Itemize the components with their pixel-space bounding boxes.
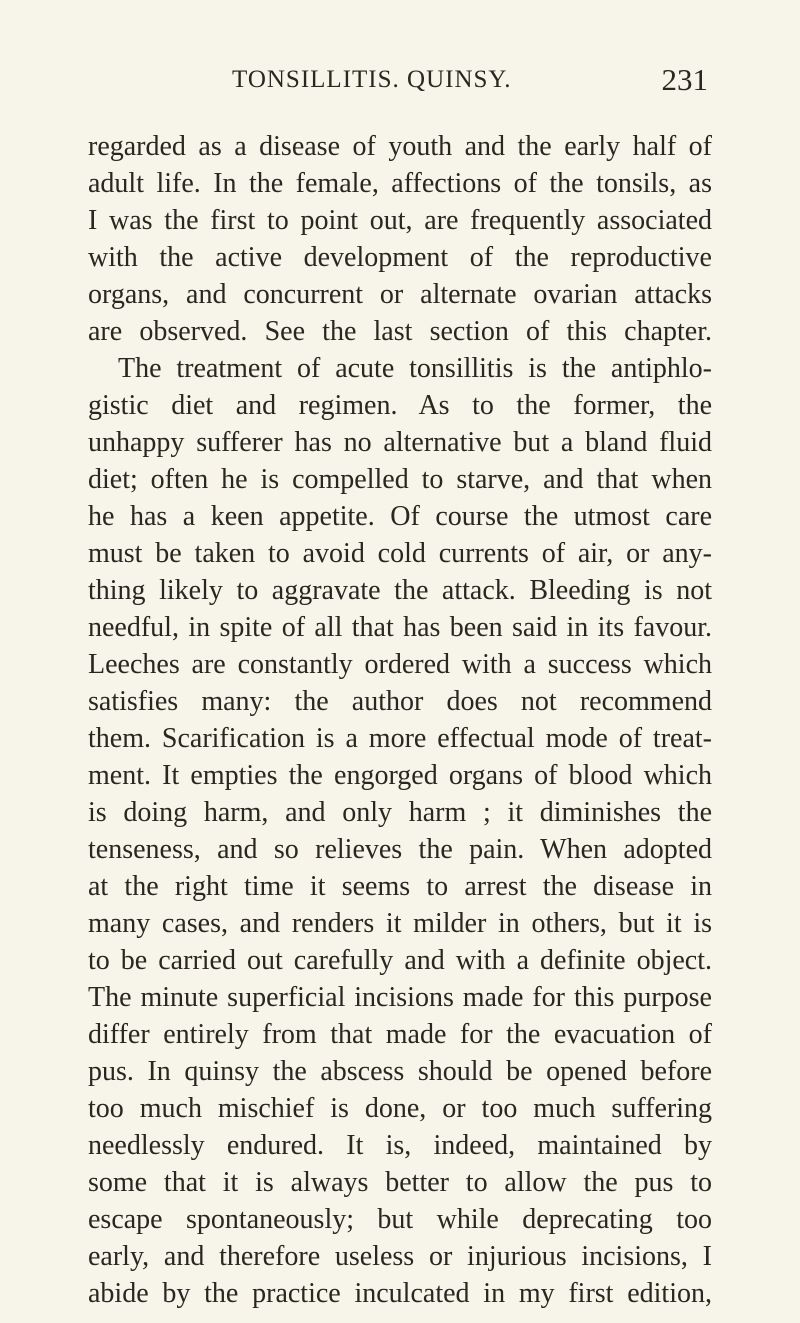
text-line: are observed. See the last section of this chapter. (88, 316, 712, 347)
text-line: adult life. In the female, affections of the tonsils, as (88, 168, 712, 199)
text-line: satisfies many: the author does not recommend (88, 686, 712, 717)
page-header (0, 62, 800, 102)
text-line: unhappy sufferer has no alternative but a bland fluid (88, 427, 712, 458)
text-line: abide by the practice inculcated in my first edition, (88, 1278, 712, 1309)
text-line: to be carried out carefully and with a definite object. (88, 945, 712, 976)
text-line: must be taken to avoid cold currents of air, or any- (88, 538, 712, 569)
text-line: needful, in spite of all that has been said in its favour. (88, 612, 712, 643)
text-line: them. Scarification is a more effectual mode of treat- (88, 723, 712, 754)
body-text (88, 128, 712, 1312)
text-line: The treatment of acute tonsillitis is the antiphlo- (118, 353, 712, 384)
text-line: too much mischief is done, or too much suffering (88, 1093, 712, 1124)
text-line: The minute superficial incisions made for this purpose (88, 982, 712, 1013)
text-line: is doing harm, and only harm ; it diminishes the (88, 797, 712, 828)
text-line: regarded as a disease of youth and the early half of (88, 131, 712, 162)
text-line: pus. In quinsy the abscess should be opened before (88, 1056, 712, 1087)
text-line: Leeches are constantly ordered with a success which (88, 649, 712, 680)
text-line: ment. It empties the engorged organs of blood which (88, 760, 712, 791)
text-line: many cases, and renders it milder in others, but it is (88, 908, 712, 939)
text-line: tenseness, and so relieves the pain. When adopted (88, 834, 712, 865)
text-line: escape spontaneously; but while deprecating too (88, 1204, 712, 1235)
running-head: TONSILLITIS. QUINSY. (232, 66, 512, 93)
text-line: diet; often he is compelled to starve, and that when (88, 464, 712, 495)
text-line: thing likely to aggravate the attack. Bleeding is not (88, 575, 712, 606)
text-line: I was the first to point out, are frequently associated (88, 205, 712, 236)
text-line: at the right time it seems to arrest the disease in (88, 871, 712, 902)
page-number: 231 (661, 62, 708, 97)
text-line: some that it is always better to allow the pus to (88, 1167, 712, 1198)
text-line: needlessly endured. It is, indeed, maintained by (88, 1130, 712, 1161)
text-line: early, and therefore useless or injurious incisions, I (88, 1241, 712, 1272)
text-line: gistic diet and regimen. As to the former, the (88, 390, 712, 421)
text-line: he has a keen appetite. Of course the utmost care (88, 501, 712, 532)
text-line: differ entirely from that made for the evacuation of (88, 1019, 712, 1050)
text-line: organs, and concurrent or alternate ovarian attacks (88, 279, 712, 310)
text-line: with the active development of the reproductive (88, 242, 712, 273)
